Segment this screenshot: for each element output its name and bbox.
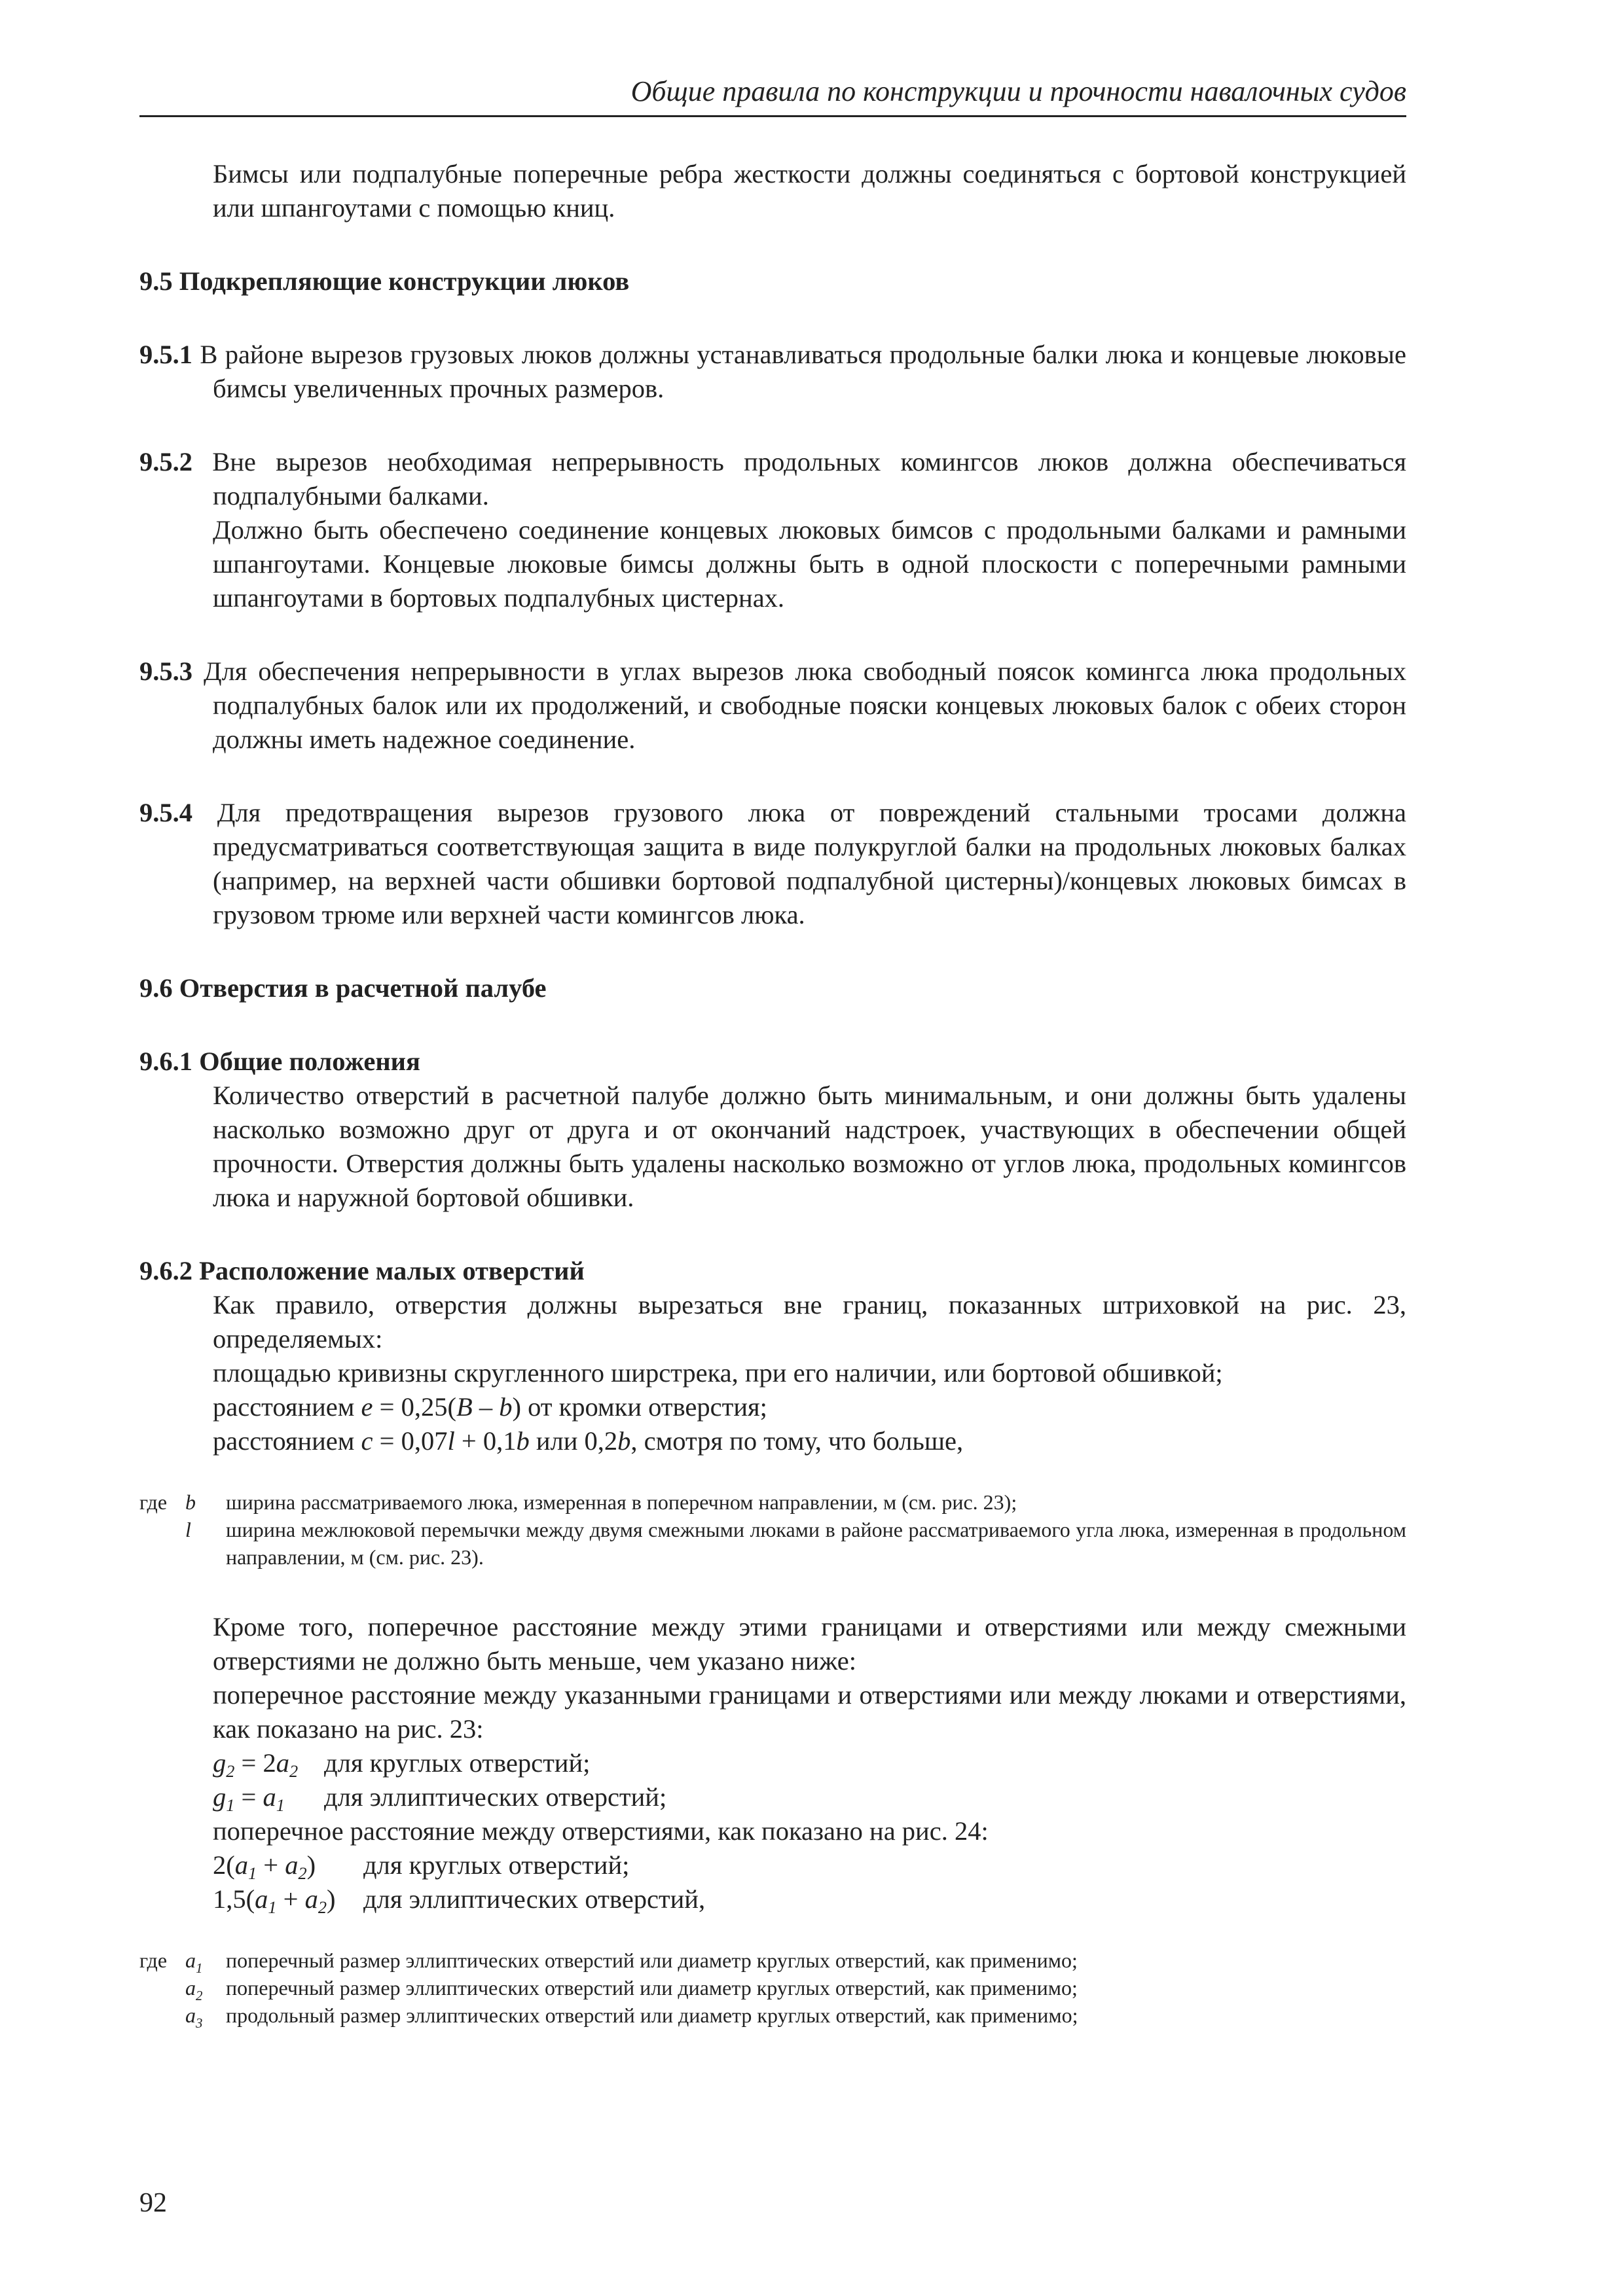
clause-9-6-1-text: Количество отверстий в расчетной палубе должно быть минимальным, и они должны быть удалены насколько возможно друг от друга и от окончаний надстроек, участвующих в обеспечении общей прочности. Отверстия должны быть удалены насколько возможно от углов люка, продольных комингсов люка и наружной бортовой обшивки.: [213, 1081, 1406, 1212]
clause-9-5-1: [139, 338, 1406, 406]
clause-9-5-3: [139, 655, 1406, 757]
clause-number: 9.5.1: [139, 340, 192, 369]
page-number: 92: [139, 2188, 167, 2218]
subsection-9-6-2-heading: 9.6.2 Расположение малых отверстий: [139, 1256, 585, 1285]
header-rule: [139, 115, 1406, 117]
intro-paragraph: Бимсы или подпалубные поперечные ребра жесткости должны соединяться с бортовой конструкцией или шпангоутами с помощью книц.: [213, 159, 1406, 223]
where-clause-b-l: где b ширина рассматриваемого люка, измеренная в поперечном направлении, м (см. рис. 23); l ширина межлюковой перемычки между двумя смежными люками в районе рассматриваемого угла люка, измеренная в продольном направлении, м (см. рис. 23).: [139, 1490, 1406, 1569]
clause-9-5-2-continued: Должно быть обеспечено соединение концевых люковых бимсов с продольными балками и рамными шпангоутами. Концевые люковые бимсы должны быть в одной плоскости с поперечными рамными шпангоутами в бортовых подпалубных цистернах.: [213, 515, 1406, 613]
clause-spacing-text: Кроме того, поперечное расстояние между этими границами и отверстиями или между смежными отверстиями не должно быть меньше, чем указано ниже:: [213, 1612, 1406, 1676]
formula-g2: $g_2 = 2a_2$ для круглых отверстий;: [213, 1748, 591, 1781]
where-clause-a: где $a_1$ поперечный размер эллиптических отверстий или диаметр круглых отверстий, как применимо; $a_2$ поперечный размер эллиптических отверстий или диаметр круглых отверстий, как применимо; $a_3$ продольный размер эллиптических отверстий или диаметр круглых отверстий, как применимо;: [139, 1948, 1078, 2031]
clause-number: 9.5.4: [139, 798, 192, 827]
formula-g1: $g_1 = a_1$ для эллиптических отверстий;: [213, 1782, 667, 1815]
clause-9-6-2-text: Как правило, отверстия должны вырезаться вне границ, показанных штриховкой на рис. 23, определяемых:: [213, 1290, 1406, 1354]
formula-elliptical-holes: $1,5(a_1 + a_2)$ для эллиптических отверстий,: [213, 1884, 706, 1917]
subsection-9-6-1-heading: 9.6.1 Общие положения: [139, 1047, 420, 1076]
clause-text: Вне вырезов необходимая непрерывность продольных комингсов люков должна обеспечиваться подпалубными балками.: [212, 447, 1406, 511]
formula-round-holes: $2(a_1 + a_2)$ для круглых отверстий;: [213, 1850, 630, 1883]
running-header: Общие правила по конструкции и прочности навалочных судов: [630, 75, 1406, 107]
section-9-5-heading: 9.5 Подкрепляющие конструкции люков: [139, 266, 630, 296]
clause-number: 9.5.2: [139, 447, 192, 476]
clause-9-5-4: [139, 796, 1406, 932]
list-item-sheerstrake: площадью кривизны скругленного ширстрека, при его наличии, или бортовой обшивкой;: [213, 1358, 1223, 1388]
clause-text: Для предотвращения вырезов грузового люка от повреждений стальными тросами должна предусматриваться соответствующая защита в виде полукруглой балки на продольных люковых балках (например, на верхней части обшивки бортовой подпалубной цистерны)/концевых люковых бимсах в грузовом трюме или верхней части комингсов люка.: [213, 798, 1406, 929]
list-item-distance-e: расстоянием e = 0,25(B – b) от кромки отверстия;: [213, 1392, 767, 1422]
clause-spacing-boundaries: поперечное расстояние между указанными границами и отверстиями или между люками и отверстиями, как показано на рис. 23:: [213, 1680, 1406, 1744]
clause-text: В районе вырезов грузовых люков должны устанавливаться продольные балки люка и концевые люковые бимсы увеличенных прочных размеров.: [200, 340, 1406, 403]
page-body: [139, 157, 1406, 2029]
clause-9-5-2: [139, 445, 1406, 513]
list-item-distance-c: расстоянием c = 0,07l + 0,1b или 0,2b, смотря по тому, что больше,: [213, 1426, 964, 1456]
section-9-6-heading: 9.6 Отверстия в расчетной палубе: [139, 973, 547, 1003]
clause-text: Для обеспечения непрерывности в углах вырезов люка свободный поясок комингса люка продольных подпалубных балок или их продолжений, и свободные пояски концевых люковых балок с обеих сторон должны иметь надежное соединение.: [203, 656, 1406, 754]
clause-spacing-holes: поперечное расстояние между отверстиями, как показано на рис. 24:: [213, 1816, 989, 1846]
clause-number: 9.5.3: [139, 656, 192, 686]
